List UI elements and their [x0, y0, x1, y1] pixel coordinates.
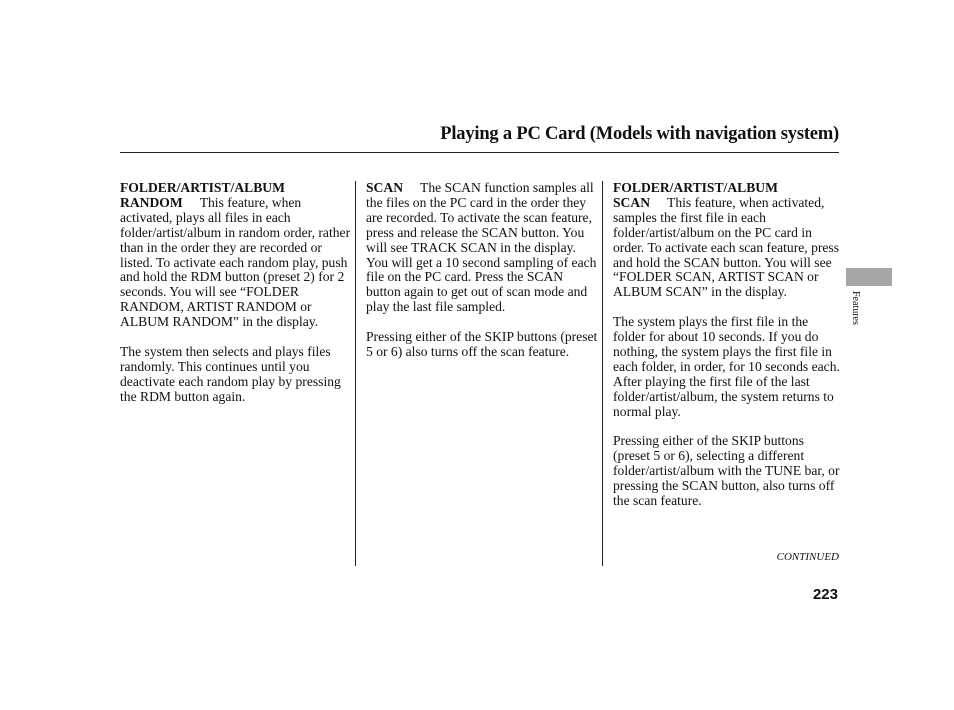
column-folder-random	[120, 181, 352, 419]
column-divider	[602, 181, 603, 566]
section-heading: FOLDER/ARTIST/ALBUM RANDOM	[120, 180, 285, 210]
paragraph-text: The SCAN function samples all the files on the PC card in the order they are recorded. To activate the scan feature, press and release the SCAN button. You will see TRACK SCAN in the display. You will get a 10 second sampling of each file on the PC card. Press the SCAN button again to get out of scan mode and play the last file sampled.	[366, 180, 597, 315]
paragraph	[120, 181, 352, 330]
column-folder-scan	[613, 181, 843, 524]
section-heading: FOLDER/ARTIST/ALBUM SCAN	[613, 180, 778, 210]
title-rule	[120, 152, 839, 153]
paragraph	[366, 181, 598, 315]
page-title: Playing a PC Card (Models with navigation system)	[440, 124, 839, 144]
paragraph-text: This feature, when activated, samples the first file in each folder/artist/album on the PC card in order. To activate each scan feature, press and hold the SCAN button. You will see “FOLDER SCAN, ARTIST SCAN or ALBUM SCAN” in the display.	[613, 194, 840, 300]
paragraph-text: This feature, when activated, plays all files in each folder/artist/album in random order, rather than in the order they are recorded or listed. To activate each random play, push and hold the RDM button (preset 2) for 2 seconds. You will see “FOLDER RANDOM, ARTIST RANDOM or ALBUM RANDOM” in the display.	[120, 194, 351, 330]
column-scan	[366, 181, 598, 375]
paragraph: Pressing either of the SKIP buttons (preset 5 or 6) also turns off the scan feature.	[366, 329, 598, 359]
column-divider	[355, 181, 356, 566]
continued-label: CONTINUED	[776, 551, 839, 563]
section-heading: SCAN	[366, 180, 404, 195]
section-label: Features	[850, 291, 861, 325]
paragraph: Pressing either of the SKIP buttons (preset 5 or 6), selecting a different folder/artist/album with the TUNE bar, or pressing the SCAN button, also turns off the scan feature.	[613, 433, 840, 508]
paragraph: The system then selects and plays files randomly. This continues until you deactivate each random play by pressing the RDM button again.	[120, 343, 341, 404]
paragraph	[613, 181, 843, 300]
section-tab-marker	[846, 268, 892, 286]
page-number: 223	[812, 586, 838, 603]
paragraph: The system plays the first file in the folder for about 10 seconds. If you do nothing, the system plays the first file in each folder, in order, for 10 seconds each. After playing the first file of the last folder/artist/album, the system returns to normal play.	[613, 314, 840, 419]
